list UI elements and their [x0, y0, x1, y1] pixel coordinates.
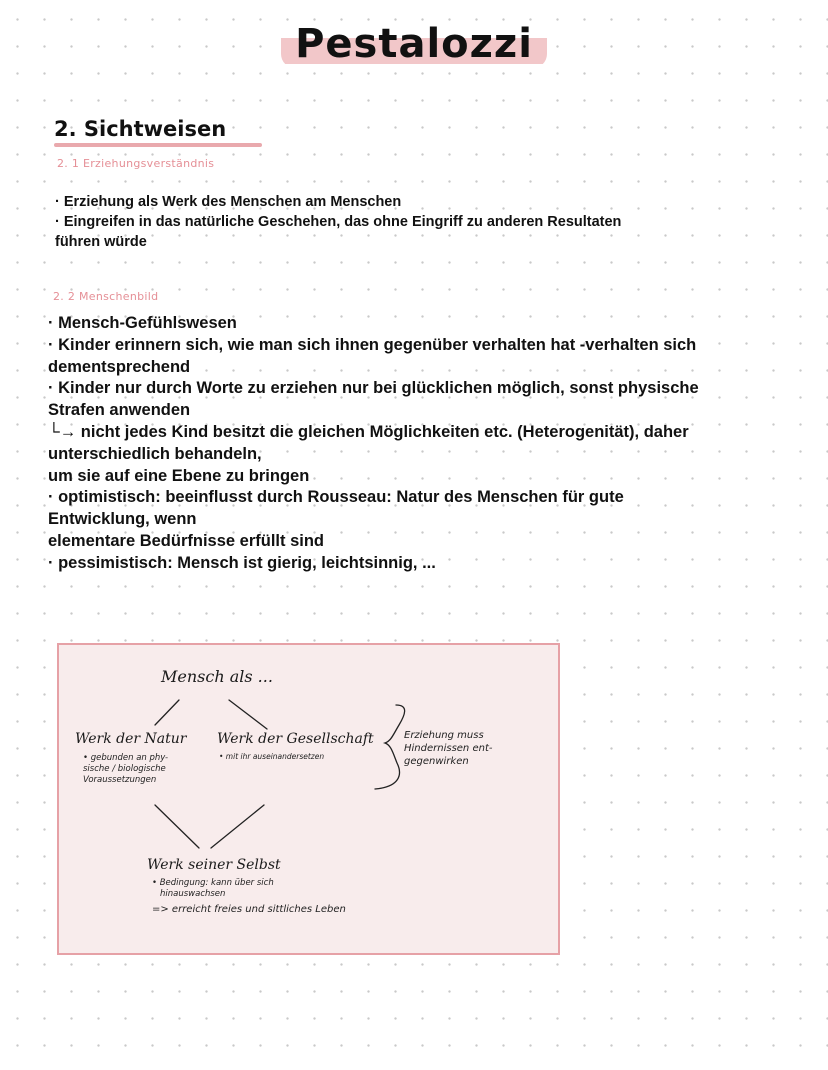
society-note: • mit ihr auseinandersetzen — [219, 752, 325, 761]
text-line: └→ nicht jedes Kind besitzt die gleichen Möglichkeiten etc. (Heterogenität), daher — [48, 422, 689, 441]
subheading-erziehungsverstaendnis: 2. 1 Erziehungsverständnis — [57, 157, 215, 170]
text-line: Entwicklung, wenn — [48, 510, 197, 529]
self-result: => erreicht freies und sittliches Leben — [152, 904, 346, 915]
text-line: · Mensch-Gefühlswesen — [48, 314, 237, 332]
text-line: unterschiedlich behandeln, — [48, 444, 262, 463]
text-line: führen würde — [55, 234, 147, 250]
text-line: · Erziehung als Werk des Menschen am Menschen — [55, 194, 402, 210]
subheading-menschenbild: 2. 2 Menschenbild — [53, 290, 159, 303]
text-line: · Kinder nur durch Worte zu erziehen nur bei glücklichen möglich, sonst physische — [48, 379, 699, 398]
curly-brace — [375, 705, 405, 789]
menschenbild-text — [48, 313, 808, 575]
text-line: elementare Bedürfnisse erfüllt sind — [48, 531, 324, 550]
section-heading: 2. Sichtweisen — [54, 117, 227, 141]
nature-label: Werk der Natur — [75, 731, 187, 747]
self-note: • Bedingung: kann über sich hinauswachsen — [152, 878, 274, 899]
connector-root-nature — [155, 700, 179, 725]
menschenbild-diagram — [57, 643, 560, 955]
connector-nature-self — [155, 805, 199, 848]
text-line: Strafen anwenden — [48, 401, 191, 420]
self-label: Werk seiner Selbst — [147, 857, 281, 873]
connector-society-self — [211, 805, 264, 848]
society-label: Werk der Gesellschaft — [217, 731, 374, 747]
text-line: dementsprechend — [48, 357, 191, 376]
text-line: · Kinder erinnern sich, wie man sich ihnen gegenüber verhalten hat -verhalten sich — [48, 335, 697, 354]
connector-root-society — [229, 700, 267, 729]
text-line: · Eingreifen in das natürliche Geschehen, das ohne Eingriff zu anderen Resultaten — [55, 214, 622, 230]
text-line: · pessimistisch: Mensch ist gierig, leichtsinnig, ... — [48, 553, 436, 572]
diagram-root-label: Mensch als ... — [161, 667, 273, 686]
nature-note: • gebunden an phy- sische / biologische Voraussetzungen — [83, 753, 169, 785]
bracket-note: Erziehung muss Hindernissen ent- gegenwirken — [404, 730, 493, 767]
erziehungsverstaendnis-text — [55, 192, 755, 252]
text-line: um sie auf eine Ebene zu bringen — [48, 466, 310, 485]
heading-underline — [54, 143, 262, 147]
page-title: Pestalozzi — [281, 20, 547, 68]
text-line: · optimistisch: beeinflusst durch Rousseau: Natur des Menschen für gute — [48, 488, 624, 507]
